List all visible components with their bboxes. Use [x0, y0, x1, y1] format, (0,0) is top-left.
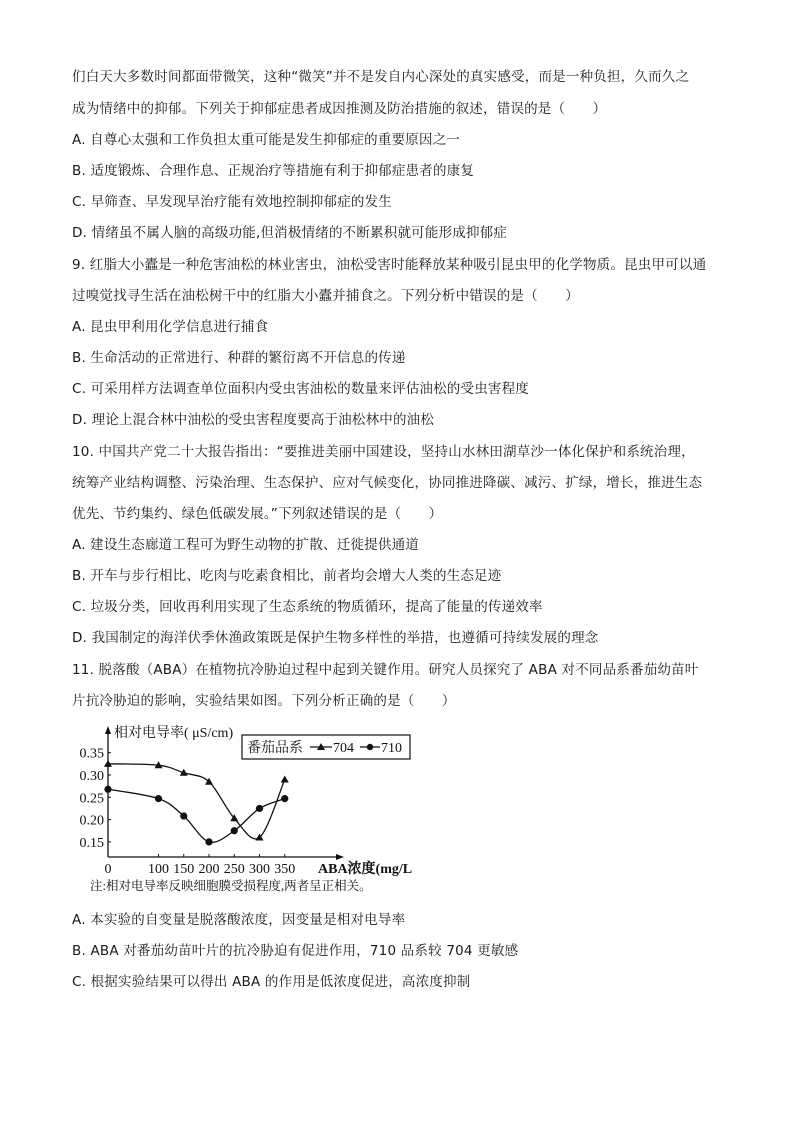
q9-option-a: A. 昆虫甲利用化学信息进行捕食 [72, 319, 269, 335]
x-tick-label: 100 [148, 862, 169, 877]
circle-marker-icon [104, 786, 111, 793]
q10-stem-line-2: 统筹产业结构调整、污染治理、生态保护、应对气候变化，协同推进降碳、减污、扩绿，增长，推进生态 [72, 475, 703, 491]
q9-option-d: D. 理论上混合林中油松的受虫害程度要高于油松林中的油松 [72, 412, 435, 428]
q11-option-c: C. 根据实验结果可以得出 ABA 的作用是低浓度促进，高浓度抑制 [72, 974, 471, 990]
q9-stem-line-2: 过嗅觉找寻生活在油松树干中的红脂大小蠹并捕食之。下列分析中错误的是（ ） [72, 288, 579, 304]
x-tick-label: 200 [198, 862, 220, 877]
q8-option-d: D. 情绪虽不属人脑的高级功能,但消极情绪的不断累积就可能形成抑郁症 [72, 225, 508, 241]
circle-marker-icon [180, 812, 187, 819]
q9-option-c: C. 可采用样方法调查单位面积内受虫害油松的数量来评估油松的受虫害程度 [72, 381, 530, 397]
circle-marker-icon [281, 795, 288, 802]
x-tick-label: 0 [104, 862, 112, 877]
legend-title: 番茄品系 [247, 741, 303, 756]
circle-marker-icon [205, 838, 212, 845]
q8-stem-line-2: 成为情绪中的抑郁。下列关于抑郁症患者成因推测及防治措施的叙述，错误的是（ ） [72, 101, 607, 117]
series-line-704 [108, 764, 285, 839]
aba-conductivity-chart [70, 722, 430, 897]
q10-option-b: B. 开车与步行相比、吃肉与吃素食相比，前者均会增大人类的生态足迹 [72, 568, 502, 584]
circle-marker-icon [256, 805, 263, 812]
q11-stem-line-2: 片抗冷胁迫的影响，实验结果如图。下列分析正确的是（ ） [72, 693, 456, 709]
triangle-marker-icon [205, 778, 213, 785]
q8-stem-line-1: 们白天大多数时间都面带微笑，这种“微笑”并不是发自内心深处的真实感受，而是一种负担，久而久之 [72, 69, 690, 85]
q10-stem-line-3: 优先、节约集约、绿色低碳发展。”下列叙述错误的是（ ） [72, 506, 443, 522]
x-tick-label: 250 [223, 862, 245, 877]
q11-option-a: A. 本实验的自变量是脱落酸浓度，因变量是相对电导率 [72, 912, 406, 928]
q11-option-b: B. ABA 对番茄幼苗叶片的抗冷胁迫有促进作用，710 品系较 704 更敏感 [72, 943, 519, 959]
y-axis-label: 相对电导率( μS/cm) [114, 726, 234, 741]
legend-label-704: 704 [333, 741, 354, 756]
q10-option-d: D. 我国制定的海洋伏季休渔政策既是保护生物多样性的举措，也遵循可持续发展的理念 [72, 630, 599, 646]
q9-stem-line-1: 9. 红脂大小蠹是一种危害油松的林业害虫，油松受害时能释放某种吸引昆虫甲的化学物质。昆虫甲可以通 [72, 257, 707, 273]
x-axis-label: ABA浓度(mg/L [318, 862, 413, 877]
y-tick-label: 0.30 [79, 769, 104, 784]
x-tick-label: 350 [274, 862, 296, 877]
q8-option-b: B. 适度锻炼、合理作息、正规治疗等措施有利于抑郁症患者的康复 [72, 163, 475, 179]
triangle-marker-icon [281, 775, 289, 782]
chart-canvas [70, 722, 430, 897]
q10-stem-line-1: 10. 中国共产党二十大报告指出：“要推进美丽中国建设，坚持山水林田湖草沙一体化保护和系统治理， [72, 444, 695, 460]
series-line-710 [108, 789, 285, 842]
circle-marker-icon [231, 827, 238, 834]
q9-option-b: B. 生命活动的正常进行、种群的繁衍离不开信息的传递 [72, 350, 406, 366]
circle-marker-icon [367, 744, 373, 750]
q10-option-c: C. 垃圾分类，回收再利用实现了生态系统的物质循环，提高了能量的传递效率 [72, 599, 543, 615]
q10-option-a: A. 建设生态廊道工程可为野生动物的扩散、迁徙提供通道 [72, 537, 419, 553]
q8-option-c: C. 早筛查、早发现早治疗能有效地控制抑郁症的发生 [72, 194, 393, 210]
q11-stem-line-1: 11. 脱落酸（ABA）在植物抗冷胁迫过程中起到关键作用。研究人员探究了 ABA 对不同品系番茄幼苗叶 [72, 662, 699, 678]
chart-note: 注:相对电导率反映细胞膜受损程度,两者呈正相关。 [90, 879, 372, 893]
y-tick-label: 0.15 [79, 835, 104, 851]
x-tick-label: 150 [173, 862, 195, 877]
circle-marker-icon [155, 795, 162, 802]
x-tick-label: 300 [249, 862, 270, 877]
y-tick-label: 0.25 [79, 791, 104, 807]
y-tick-label: 0.35 [79, 746, 104, 762]
q8-option-a: A. 自尊心太强和工作负担太重可能是发生抑郁症的重要原因之一 [72, 132, 461, 148]
x-axis-arrow-icon [336, 854, 344, 860]
legend-label-710: 710 [381, 741, 402, 756]
y-axis-arrow-icon [105, 726, 111, 734]
y-tick-label: 0.20 [79, 813, 104, 829]
